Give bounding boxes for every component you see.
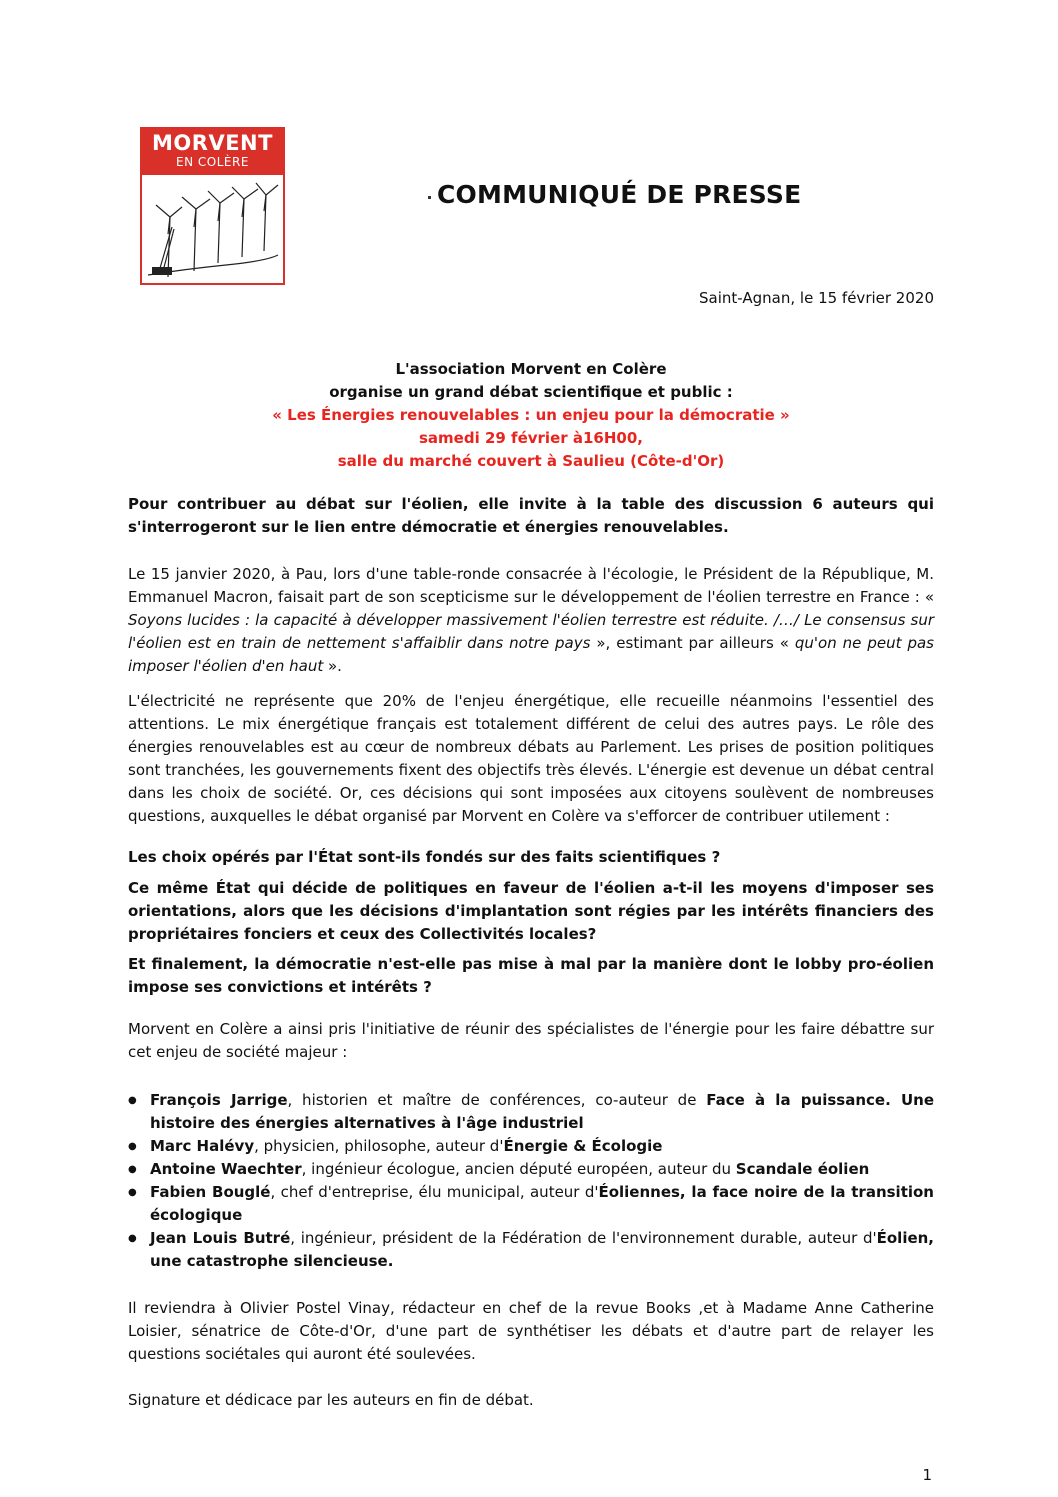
paragraph-electricity: L'électricité ne représente que 20% de l'enjeu énergétique, elle recueille néanmoins l'essentiel des attentions. Le mix énergétique français est totalement différent de celui des autres pays. Le rôle des énergies renouvelables est au cœur de nombreux débats au Parlement. Les prises de position politiques sont tranchées, les gouvernements fixent des objectifs très élevés. L'énergie est devenue un débat central dans les choix de société. Or, ces décisions qui sont imposées aux citoyens soulèvent de nombreuses questions, auxquelles le débat organisé par Morvent en Colère va s'efforcer de contribuer utilement : [128,692,934,825]
wind-turbines-illustration [146,179,280,279]
title-line-1: L'association Morvent en Colère [395,360,667,378]
para1-start: Le 15 janvier 2020, à Pau, lors d'une table-ronde consacrée à l'écologie, le Président de la République, M. Emmanuel Macron, faisait part de son scepticisme sur le développement de l'éolien terrestre en France : « [128,565,934,606]
title-line-3: « Les Énergies renouvelables : un enjeu pour la démocratie » [272,406,790,424]
speaker-item: ● Antoine Waechter, ingénieur écologue, ancien député européen, auteur du Scandale éolien [128,1158,934,1181]
paragraph-signature: Signature et dédicace par les auteurs en fin de débat. [128,1391,534,1409]
headline-mark [428,196,431,199]
title-line-2: organise un grand débat scientifique et public : [329,383,733,401]
speaker-item: ● Jean Louis Butré, ingénieur, président de la Fédération de l'environnement durable, auteur d'Éolien, une catastrophe silencieuse. [128,1227,934,1273]
logo-subtitle: EN COLÈRE [176,155,249,169]
intro-paragraph: Pour contribuer au débat sur l'éolien, elle invite à la table des discussion 6 auteurs qui s'interrogeront sur le lien entre démocratie et énergies renouvelables. [128,495,934,536]
paragraph-macron [128,563,934,678]
title-line-5: salle du marché couvert à Saulieu (Côte-d'Or) [337,452,725,470]
paragraph-initiative: Morvent en Colère a ainsi pris l'initiative de réunir des spécialistes de l'énergie pour les faire débattre sur cet enjeu de société majeur : [128,1020,934,1061]
dateline: Saint-Agnan, le 15 février 2020 [699,289,934,307]
para1-end: ». [323,657,342,675]
logo-title: MORVENT [152,131,273,155]
headline: COMMUNIQUÉ DE PRESSE [437,180,802,209]
speaker-item: ● Marc Halévy, physicien, philosophe, auteur d'Énergie & Écologie [128,1135,934,1158]
para1-quote-2: qu'on ne peut pas imposer l'éolien d'en haut [128,634,934,675]
title-line-4: samedi 29 février à16H00, [419,429,643,447]
paragraph-moderators: Il reviendra à Olivier Postel Vinay, rédacteur en chef de la revue Books ,et à Madame Anne Catherine Loisier, sénatrice de Côte-d'Or, d'une part de synthétiser les débats et d'autre part de relayer les questions sociétales qui auront été soulevées. [128,1299,934,1363]
speaker-item: ● François Jarrige, historien et maître de conférences, co-auteur de Face à la puissance. Une histoire des énergies alternatives à l'âge industriel [128,1089,934,1135]
question-3: Et finalement, la démocratie n'est-elle pas mise à mal par la manière dont le lobby pro-éolien impose ses convictions et intérêts ? [128,955,934,996]
para1-middle: », estimant par ailleurs « [590,634,795,652]
morvent-logo [140,127,285,285]
event-title-block [128,358,934,473]
para1-quote-1: Soyons lucides : la capacité à développer massivement l'éolien terrestre est réduite. /…/ Le consensus sur l'éolien est en train de nettement s'affaiblir dans notre pays [128,611,934,652]
logo-banner [142,129,283,175]
speakers-list [128,1089,934,1273]
page-number: 1 [922,1466,932,1484]
question-1: Les choix opérés par l'État sont-ils fondés sur des faits scientifiques ? [128,848,721,866]
question-2: Ce même État qui décide de politiques en faveur de l'éolien a-t-il les moyens d'imposer ses orientations, alors que les décisions d'implantation sont régies par les intérêts financiers des propriétaires fonciers et ceux des Collectivités locales? [128,879,934,943]
speaker-item: ● Fabien Bouglé, chef d'entreprise, élu municipal, auteur d'Éoliennes, la face noire de la transition écologique [128,1181,934,1227]
